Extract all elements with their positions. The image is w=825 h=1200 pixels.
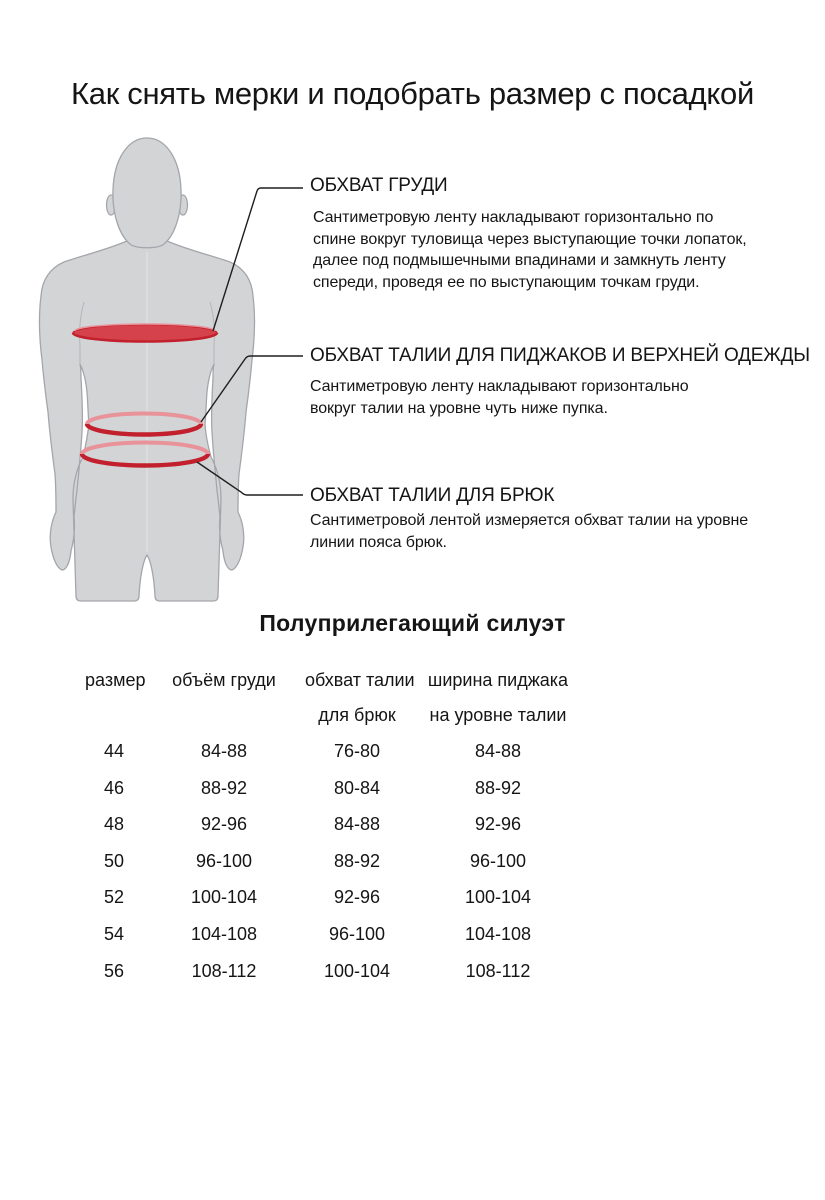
jacket-waist-measure-ring	[87, 414, 201, 435]
column-header-chest: объём груди	[172, 670, 276, 690]
table-cell: 84-88	[333, 814, 381, 835]
connector-line-trouser-waist	[197, 462, 303, 495]
measurement-label-jacket-waist: ОБХВАТ ТАЛИИ ДЛЯ ПИДЖАКОВ И ВЕРХНЕЙ ОДЕЖДЫ	[310, 345, 810, 366]
description-line: Сантиметровую ленту накладывают горизонтально	[310, 378, 689, 395]
table-cell: 100-104	[190, 887, 258, 908]
table-cell: 84-88	[200, 741, 248, 761]
connector-line-jacket-waist	[201, 356, 303, 422]
table-cell: 44	[103, 741, 125, 761]
table-cell: 92-96	[474, 814, 522, 835]
column-header-jacket-width: ширина пиджака на уровне талии	[427, 670, 569, 725]
table-cell: 84-88	[474, 741, 522, 761]
table-cell: 92-96	[200, 814, 248, 835]
column-header-size: размер	[85, 670, 146, 690]
table-cell: 96-100	[469, 850, 527, 871]
ear-left-shape	[107, 195, 116, 215]
measurement-description-trouser-waist	[310, 510, 748, 553]
table-cell: 50	[103, 850, 125, 871]
male-silhouette-body	[39, 220, 254, 601]
chest-measure-band	[73, 324, 217, 342]
table-cell: 96-100	[195, 850, 253, 871]
armpit-crease-right	[210, 302, 214, 364]
table-cell: 48	[103, 814, 125, 835]
table-cell: 108-112	[465, 960, 531, 981]
size-table	[85, 663, 587, 989]
column-header-trouser-waist: обхват талии для брюк	[305, 670, 415, 725]
measurement-label-chest: ОБХВАТ ГРУДИ	[310, 175, 448, 196]
table-cell: 80-84	[333, 777, 381, 798]
table-cell: 104-108	[190, 923, 258, 944]
size-table-title: Полуприлегающий силуэт	[259, 610, 566, 636]
table-cell: 88-92	[200, 777, 248, 798]
table-cell: 92-96	[333, 887, 381, 908]
measurement-description-jacket-waist	[310, 376, 689, 419]
description-line: Сантиметровой лентой измеряется обхват талии на уровне	[310, 512, 749, 529]
page-title: Как снять мерки и подобрать размер с посадкой	[71, 76, 754, 111]
description-line: вокруг талии на уровне чуть ниже пупка.	[310, 399, 608, 417]
description-line: Сантиметровую ленту накладывают горизонтально по	[313, 209, 714, 226]
description-line: спине вокруг туловища через выступающие точки лопаток,	[313, 230, 747, 248]
table-cell: 76-80	[333, 741, 381, 761]
table-cell: 100-104	[323, 960, 391, 981]
connector-line-chest	[213, 188, 303, 331]
table-cell: 108-112	[191, 960, 257, 981]
ear-right-shape	[179, 195, 188, 215]
table-cell: 52	[103, 887, 125, 908]
table-cell: 104-108	[464, 923, 532, 944]
table-cell: 46	[103, 777, 125, 798]
description-line: спереди, проведя ее по выступающим точкам груди.	[313, 273, 700, 291]
description-line: далее под подмышечными впадинами и замкнуть ленту	[313, 252, 726, 269]
table-cell: 54	[103, 923, 125, 944]
table-cell: 56	[103, 960, 125, 981]
table-cell: 100-104	[464, 887, 532, 908]
table-cell: 88-92	[474, 777, 522, 798]
measurement-label-trouser-waist: ОБХВАТ ТАЛИИ ДЛЯ БРЮК	[310, 485, 555, 506]
head-shape	[113, 138, 181, 248]
trouser-waist-measure-ring	[82, 443, 208, 466]
measurement-description-chest	[313, 207, 747, 293]
table-cell: 88-92	[333, 850, 381, 871]
armpit-crease-left	[80, 302, 84, 364]
description-line: линии пояса брюк.	[310, 533, 447, 551]
table-cell: 96-100	[328, 923, 386, 944]
